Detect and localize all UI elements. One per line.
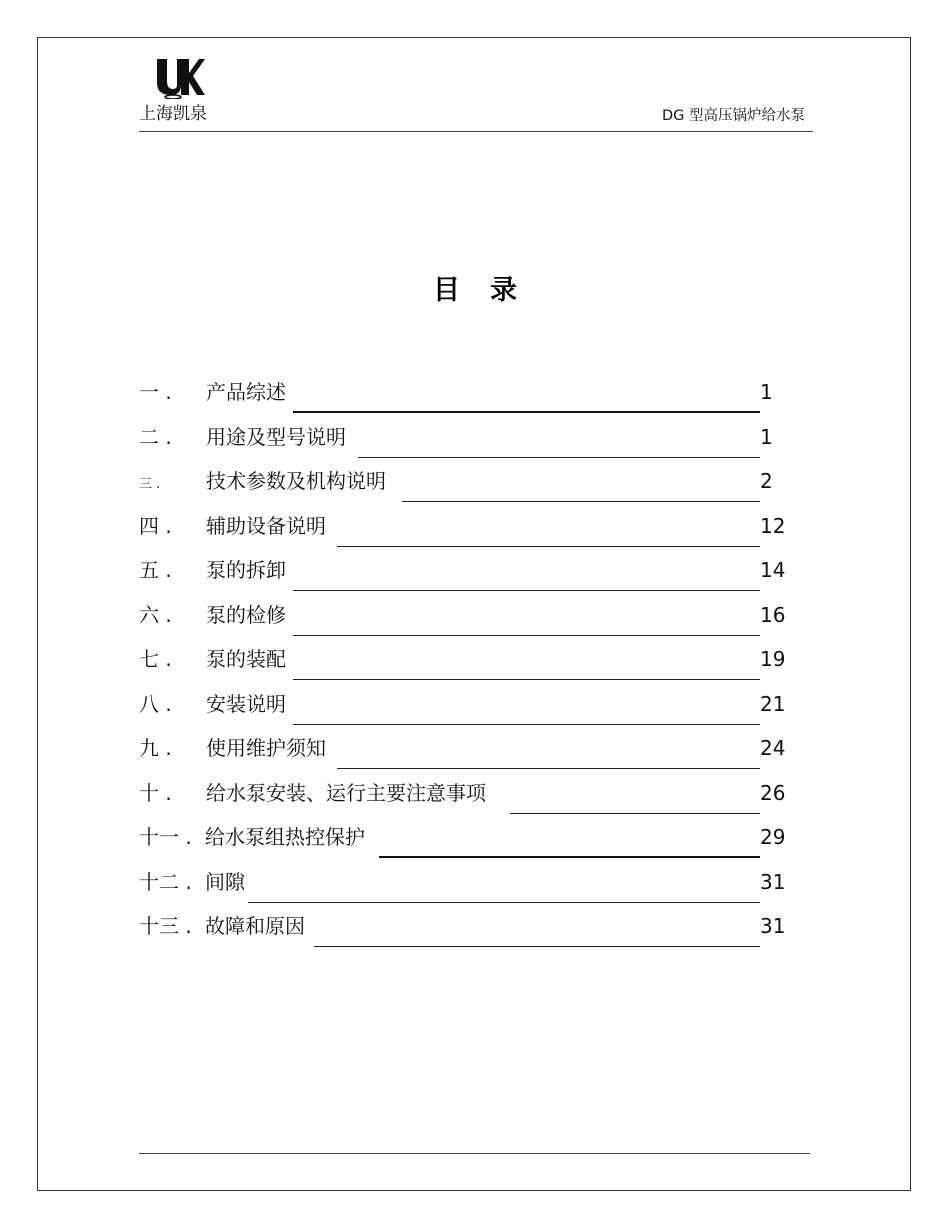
toc-entry-number: 八 . <box>139 691 172 716</box>
company-name: 上海凯泉 <box>139 104 207 124</box>
toc-entry-number: 二 . <box>139 424 172 449</box>
toc-leader-line <box>337 546 760 547</box>
toc-entry-number: 九 . <box>139 736 172 760</box>
toc-entry-page: 19 <box>760 647 786 671</box>
toc-entry-label: 技术参数及机构说明 <box>206 469 386 493</box>
toc-entry-label: 故障和原因 <box>205 914 305 938</box>
toc-entry-page: 14 <box>760 558 786 582</box>
toc-entry-page: 1 <box>760 380 773 404</box>
toc-entry-label: 用途及型号说明 <box>206 424 346 449</box>
toc-entry-9[interactable] <box>139 733 799 778</box>
toc-leader-line <box>293 679 760 680</box>
toc-entry-2[interactable] <box>139 422 799 467</box>
toc-entry-number: 四 . <box>139 513 172 538</box>
toc-entry-1[interactable] <box>139 377 799 422</box>
toc-entry-number: 六 . <box>139 602 172 627</box>
toc-leader-line <box>293 590 760 591</box>
toc-entry-label: 泵的装配 <box>206 647 286 671</box>
toc-entry-page: 29 <box>760 825 786 849</box>
toc-entry-page: 31 <box>760 869 786 894</box>
toc-entry-page: 31 <box>760 914 786 938</box>
toc-entry-10[interactable] <box>139 778 799 823</box>
toc-entry-page: 21 <box>760 691 786 716</box>
toc-leader-line <box>510 813 760 814</box>
toc-entry-page: 16 <box>760 602 786 627</box>
toc-entry-label: 泵的拆卸 <box>206 558 286 582</box>
toc-entry-number: 七 . <box>139 647 172 671</box>
toc-entry-number: 五 . <box>139 558 172 582</box>
header-divider <box>139 131 813 132</box>
toc-entry-page: 24 <box>760 736 786 760</box>
toc-leader-line <box>314 946 760 947</box>
toc-entry-number: 十一 . <box>139 825 192 849</box>
toc-leader-line <box>293 635 760 636</box>
toc-entry-5[interactable] <box>139 555 799 600</box>
toc-leader-line <box>293 411 760 413</box>
toc-entry-page: 12 <box>760 513 786 538</box>
toc-entry-7[interactable] <box>139 644 799 689</box>
toc-entry-number: 三 . <box>139 477 161 492</box>
toc-heading-part1: 目 <box>433 275 460 306</box>
toc-entry-label: 泵的检修 <box>206 602 286 627</box>
company-logo <box>139 55 219 125</box>
toc-entry-6[interactable] <box>139 600 799 645</box>
toc-leader-line <box>248 902 760 903</box>
toc-entry-page: 1 <box>760 424 773 449</box>
toc-entry-label: 辅助设备说明 <box>206 513 326 538</box>
toc-entry-8[interactable] <box>139 689 799 734</box>
toc-entry-page: 2 <box>760 469 773 493</box>
toc-entry-13[interactable] <box>139 911 799 956</box>
toc-entry-number: 一 . <box>139 380 172 404</box>
toc-entry-label: 安装说明 <box>206 691 286 716</box>
toc-leader-line <box>358 457 760 458</box>
toc-heading <box>0 268 950 307</box>
toc-leader-line <box>379 856 760 858</box>
toc-entry-3[interactable] <box>139 466 799 511</box>
toc-entry-12[interactable] <box>139 867 799 912</box>
toc-entry-4[interactable] <box>139 511 799 556</box>
toc-entry-number: 十三 . <box>139 914 192 938</box>
toc-entry-page: 26 <box>760 780 786 805</box>
toc-entry-label: 给水泵安装、运行主要注意事项 <box>206 780 486 805</box>
footer-divider <box>139 1153 810 1154</box>
table-of-contents <box>139 377 799 956</box>
toc-entry-label: 间隙 <box>205 869 245 894</box>
toc-leader-line <box>402 501 760 502</box>
toc-leader-line <box>293 724 760 725</box>
document-title: DG 型高压锅炉给水泵 <box>661 108 805 124</box>
toc-entry-number: 十二 . <box>139 869 192 894</box>
toc-entry-label: 产品综述 <box>206 380 286 404</box>
toc-leader-line <box>337 768 760 769</box>
toc-entry-label: 使用维护须知 <box>206 736 326 760</box>
kq-logo-icon <box>153 55 205 99</box>
toc-entry-number: 十 . <box>139 780 172 805</box>
toc-entry-label: 给水泵组热控保护 <box>205 825 365 849</box>
toc-entry-11[interactable] <box>139 822 799 867</box>
toc-heading-part2: 录 <box>490 275 517 306</box>
